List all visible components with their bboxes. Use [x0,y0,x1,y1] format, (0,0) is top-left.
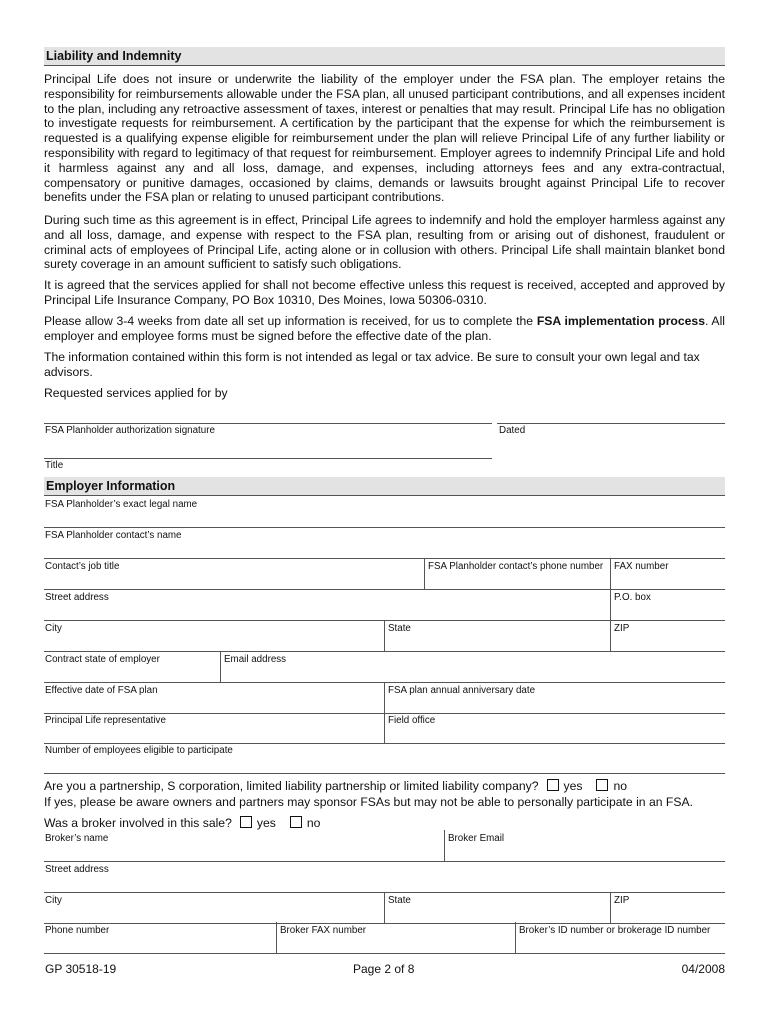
job-phone-fax-row [44,558,725,590]
email-field[interactable] [220,651,726,682]
dated-line[interactable] [497,423,725,424]
email-label: Email address [224,654,287,665]
broker-question-text: Was a broker involved in this sale? [44,816,232,830]
partnership-no-checkbox[interactable] [596,779,608,791]
field-office-label: Field office [388,715,436,726]
liability-paragraph-4 [44,314,725,344]
contact-phone-field[interactable] [424,558,611,589]
rep-office-row [44,712,725,744]
anniversary-field[interactable] [384,682,726,713]
job-title-label: Contact’s job title [45,561,120,572]
broker-id-field[interactable] [515,922,726,953]
partnership-note: If yes, please be aware owners and partners may sponsor FSAs but may not be able to personally participate in an FSA. [44,795,693,809]
broker-question [44,816,320,830]
signature-line[interactable] [44,423,492,424]
broker-street-label: Street address [45,864,109,875]
form-number: GP 30518-19 [45,962,117,976]
broker-state-field[interactable] [384,892,611,923]
title-label: Title [45,460,64,471]
city-state-zip-row [44,620,725,652]
city-field[interactable] [44,620,384,651]
zip-label: ZIP [614,623,630,634]
rep-label: Principal Life representative [45,715,166,726]
form-page [44,0,725,1024]
broker-zip-label: ZIP [614,895,630,906]
job-title-field[interactable] [44,558,424,589]
effective-date-label: Effective date of FSA plan [45,685,158,696]
contract-state-field[interactable] [44,651,220,682]
liability-paragraph-3: It is agreed that the services applied for shall not become effective unless this request is received, accepted and approved by Principal Life Insurance Company, PO Box 10310, Des Moines, Iowa 50306-0310. [44,278,725,307]
street-label: Street address [45,592,109,603]
partnership-question [44,779,627,793]
broker-email-field[interactable] [444,830,726,861]
contract-state-label: Contract state of employer [45,654,160,665]
partnership-no-label: no [613,779,628,793]
broker-city-state-zip-row [44,892,725,924]
anniversary-label: FSA plan annual anniversary date [388,685,536,696]
liability-paragraph-5: The information contained within this form is not intended as legal or tax advice. Be sure to consult your own legal and tax advisors. [44,350,700,379]
broker-no-label: no [306,816,321,830]
dated-label: Dated [499,425,526,436]
title-line[interactable] [44,458,492,459]
street-field[interactable] [44,589,610,620]
broker-name-row [44,830,725,862]
liability-heading: Liability and Indemnity [44,47,725,66]
broker-city-label: City [45,895,62,906]
broker-name-field[interactable] [44,830,444,861]
city-label: City [45,623,62,634]
broker-yes-checkbox[interactable] [240,816,252,828]
broker-fax-label: Broker FAX number [280,925,367,936]
po-box-label: P.O. box [614,592,651,603]
p4-text-bold: FSA implementation process [536,314,705,328]
zip-field[interactable] [610,620,726,651]
broker-phone-row [44,922,725,954]
p4-text-post: . All employer and employee forms must be signed before the effective date of the plan. [44,314,725,343]
broker-name-label: Broker’s name [45,833,109,844]
broker-phone-field[interactable] [44,922,276,953]
effective-date-field[interactable] [44,682,384,713]
street-pobox-row [44,589,725,621]
broker-id-label: Broker’s ID number or brokerage ID number [519,925,711,936]
field-office-field[interactable] [384,712,726,743]
signature-label: FSA Planholder authorization signature [45,425,215,436]
form-date: 04/2008 [681,962,725,976]
broker-street-cell [44,861,725,892]
broker-phone-label: Phone number [45,925,110,936]
contact-name-label: FSA Planholder contact’s name [45,530,182,541]
page-number: Page 2 of 8 [353,962,415,976]
broker-no-checkbox[interactable] [290,816,302,828]
dates-row [44,682,725,714]
fax-label: FAX number [614,561,669,572]
broker-street-field[interactable] [44,861,725,893]
po-box-field[interactable] [610,589,726,620]
p4-text-pre: Please allow 3-4 weeks from date all set up information is received, for us to complete the [44,314,534,328]
num-employees-cell [44,742,725,773]
num-employees-field[interactable] [44,742,725,774]
requested-services-text: Requested services applied for by [44,386,228,400]
broker-yes-label: yes [256,816,276,830]
contract-email-row [44,651,725,683]
partnership-yes-checkbox[interactable] [547,779,559,791]
partnership-yes-label: yes [563,779,583,793]
fax-field[interactable] [610,558,726,589]
contact-phone-label: FSA Planholder contact’s phone number [428,561,604,572]
exact-name-label: FSA Planholder’s exact legal name [45,499,198,510]
state-field[interactable] [384,620,611,651]
contact-name-cell [44,527,725,558]
broker-fax-field[interactable] [276,922,516,953]
num-employees-label: Number of employees eligible to participate [45,745,233,756]
exact-name-field[interactable] [44,496,725,528]
broker-email-label: Broker Email [448,833,505,844]
partnership-question-text: Are you a partnership, S corporation, limited liability partnership or limited liability company? [44,779,539,793]
liability-paragraph-2: During such time as this agreement is in effect, Principal Life agrees to indemnify and hold the employer harmless against any and all loss, damage, and expense with respect to the FSA plan, resulting from or arising out of dishonest, fraudulent or criminal acts of employees of Principal Life, acting alone or in collusion with others. Principal Life shall maintain blanket bond surety coverage in an amount sufficient to satisfy such obligations. [44,213,725,272]
liability-paragraph-1: Principal Life does not insure or underwrite the liability of the employer under the FSA plan. The employer retains the responsibility for reimbursements allowable under the FSA plan, all unused participant contributions, and all expenses incident to the plan, including any retroactive assessment of taxes, interest or penalties that may result. Principal Life has no obligation to investigate requests for reimbursement. A certification by the participant that the expense for which the reimbursement is requested is a qualifying expense eligible for reimbursement under the plan will relieve Principal Life of any further liability or responsibility with regard to legitimacy of that request for reimbursement. Employer agrees to indemnify Principal Life and hold it harmless against any and all loss, damage, and expenses, including attorneys fees and any extra-contractual, compensatory or punitive damages, occasioned by claims, demands or lawsuits brought against Principal Life to recover benefits under the FSA plan or relating to unused participant contributions. [44,72,725,205]
rep-field[interactable] [44,712,384,743]
employer-heading: Employer Information [44,477,725,496]
contact-name-field[interactable] [44,527,725,559]
broker-city-field[interactable] [44,892,384,923]
state-label: State [388,623,411,634]
broker-state-label: State [388,895,411,906]
exact-name-cell [44,496,725,527]
broker-zip-field[interactable] [610,892,726,923]
